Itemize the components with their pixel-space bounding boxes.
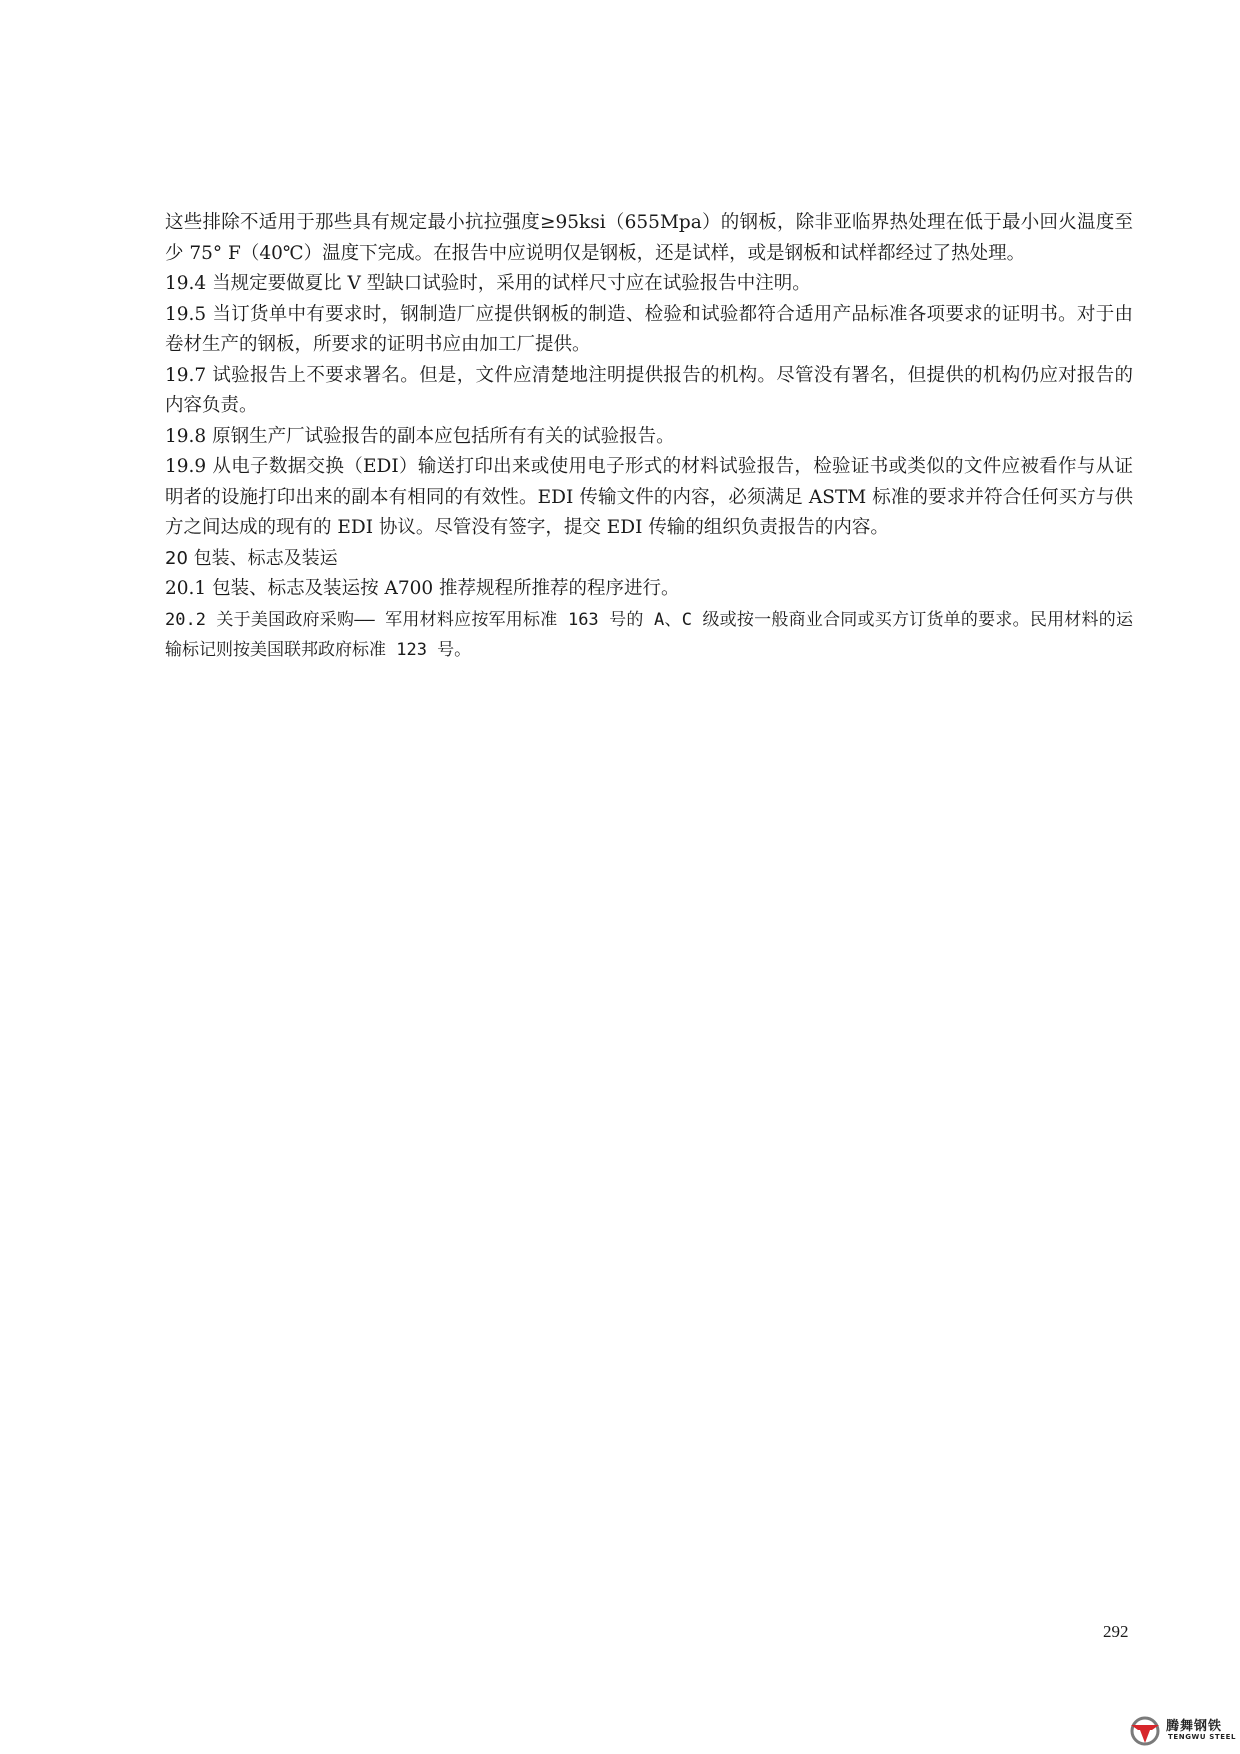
tengwu-steel-logo-icon <box>1128 1716 1162 1746</box>
document-body <box>165 208 1133 666</box>
paragraph-19-7: 19.7 试验报告上不要求署名。但是，文件应清楚地注明提供报告的机构。尽管没有署名，但提供的机构仍应对报告的内容负责。 <box>165 364 1133 416</box>
paragraph-19-8: 19.8 原钢生产厂试验报告的副本应包括所有有关的试验报告。 <box>165 425 675 447</box>
paragraph-19-4: 19.4 当规定要做夏比 V 型缺口试验时，采用的试样尺寸应在试验报告中注明。 <box>165 273 811 294</box>
brand-logo <box>1128 1714 1236 1748</box>
logo-brand-chinese: 腾舞钢铁 <box>1166 1719 1223 1734</box>
page-number: 292 <box>1103 1622 1129 1641</box>
section-heading-20: 20 包装、标志及装运 <box>165 547 338 569</box>
paragraph-19-9: 19.9 从电子数据交换（EDI）输送打印出来或使用电子形式的材料试验报告，检验证书或类似的文件应被看作与从证明者的设施打印出来的副本有相同的有效性。EDI 传输文件的内容，必须满足 ASTM 标准的要求并符合任何买方与供方之间达成的现有的 EDI 协议。尽管没有签字，提交 EDI 传输的组织负责报告的内容。 <box>165 456 1133 538</box>
paragraph-19-5: 19.5 当订货单中有要求时，钢制造厂应提供钢板的制造、检验和试验都符合适用产品标准各项要求的证明书。对于由卷材生产的钢板，所要求的证明书应由加工厂提供。 <box>165 303 1133 355</box>
paragraph-20-2: 20.2 关于美国政府采购—— 军用材料应按军用标准 163 号的 A、C 级或按一般商业合同或买方订货单的要求。民用材料的运输标记则按美国联邦政府标准 123 号。 <box>165 609 1133 660</box>
logo-brand-english: TENGWU STEEL <box>1168 1733 1237 1741</box>
paragraph-20-1: 20.1 包装、标志及装运按 A700 推荐规程所推荐的程序进行。 <box>165 578 680 599</box>
paragraph-heat-treatment-exclusion: 这些排除不适用于那些具有规定最小抗拉强度≥95ksi（655Mpa）的钢板，除非亚临界热处理在低于最小回火温度至少 75° F（40℃）温度下完成。在报告中应说明仅是钢板，还是试样，或是钢板和试样都经过了热处理。 <box>165 212 1133 264</box>
